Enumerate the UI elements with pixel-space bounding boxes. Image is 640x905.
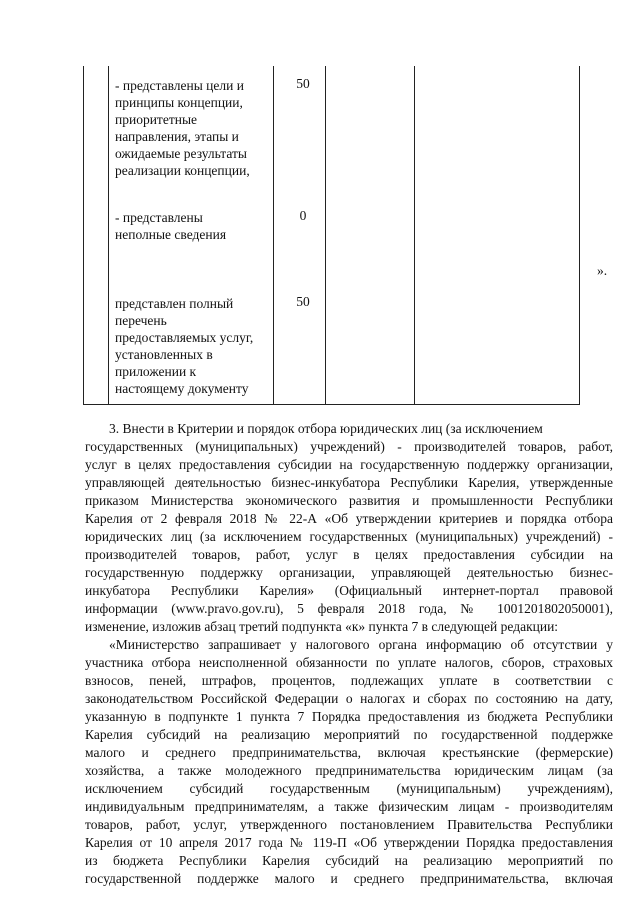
table-border-right — [579, 66, 580, 405]
table-row-criterion: представлен полный перечень предоставляемых услуг, установленных в приложении к настоящему документу — [115, 296, 254, 396]
table-column-divider — [108, 66, 109, 405]
table-row-criterion: - представлены неполные сведения — [115, 210, 227, 242]
table-row-score: 50 — [296, 76, 310, 91]
quoted-amendment-text: «Министерство запрашивает у налогового органа информацию об отсутствии у участника отбора неисполненной обязанности по уплате налогов, сборов, страховых взносов, пеней, штрафов, процентов, подлежащих уплате в соответствии с законодательством Российской Федерации о налогах и сборах по состоянию на дату, указанную в подпункте 1 пункта 7 Порядка предоставления из бюджета Республики Карелия субсидий на реализацию мероприятий по государственной поддержке малого и среднего предпринимательства, включая крестьянские (фермерские) хозяйства, а также молодежного предпринимательства юридическим лицам (за исключением субсидий государственным (муниципальным) учреждениям), индивидуальным предпринимателям, а также физическим лицам - производителям товаров, работ, услуг, утвержденного постановлением Правительства Республики Карелия от 10 апреля 2017 года № 119-П «Об утверждении Порядка предоставления из бюджета Республики Карелия субсидий на реализацию мероприятий по государственной поддержке малого и среднего предпринимательства, включая — [85, 637, 613, 886]
amendment-paragraph: 3. Внести в Критерии и порядок отбора юридических лиц (за исключением государственных (муниципальных) учреждений) - производителей товаров, работ, услуг в целях предоставления субсидии на государственную поддержку организации, управляющей деятельностью бизнес-инкубатора Республики Карелия, утвержденные приказом Министерства экономического развития и промышленности Республики Карелия от 2 февраля 2018 № 22-А «Об утверждении критериев и порядка отбора юридических лиц (за исключением государственных (муниципальных) учреждений) - производителей товаров, работ, услуг в целях предоставления субсидии на государственную поддержку организации, управляющей деятельностью бизнес- инкубатора Республики Карелия» (Официальный интернет-портал правовой информации (www.pravo.gov.ru), 5 февраля 2018 года, № 1001201802050001), изменение, изложив абзац третий подпункта «к» пункта 7 в следующей редакции: — [85, 421, 613, 634]
criteria-table — [83, 66, 580, 405]
table-row-criterion: - представлены цели и принципы концепции, приоритетные направления, этапы и ожидаемые результаты реализации концепции, — [115, 78, 250, 178]
closing-quote-mark: ». — [597, 263, 608, 278]
table-column-divider — [414, 66, 415, 405]
table-border-left — [83, 66, 84, 405]
table-row-score: 50 — [296, 294, 310, 309]
table-row-score: 0 — [299, 208, 307, 223]
table-border-bottom — [83, 404, 580, 405]
table-column-divider — [325, 66, 326, 405]
